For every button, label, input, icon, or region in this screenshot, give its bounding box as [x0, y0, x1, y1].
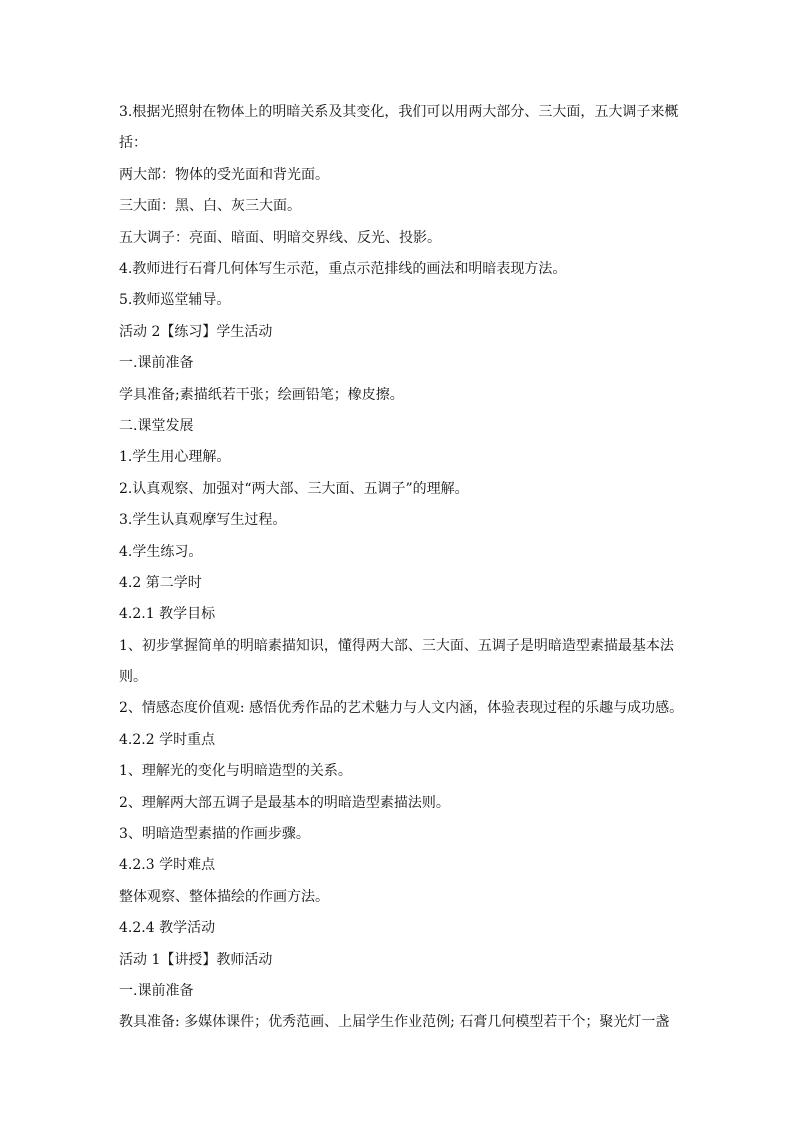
paragraph-teaching-materials: 教具准备: 多媒体课件；优秀范画、上届学生作业范例; 石膏几何模型若干个；聚光灯一盏 [119, 1014, 670, 1031]
heading-difficulties: 4.2.3 学时难点 [119, 857, 216, 874]
paragraph-goal-2: 2、情感态度价值观: 感悟优秀作品的艺术魅力与人文内涵，体验表现过程的乐趣与成功感。 [119, 700, 684, 717]
document-body [119, 97, 684, 1039]
heading-preparation-2: 一.课前准备 [119, 983, 194, 999]
heading-activity-2: 活动 2【练习】学生活动 [119, 323, 273, 340]
paragraph-student-materials: 学具准备;素描纸若干张；绘画铅笔；橡皮擦。 [119, 386, 404, 403]
paragraph-goal-1: 1、初步掌握简单的明暗素描知识，懂得两大部、三大面、五调子是明暗造型素描最基本法则。 [119, 637, 674, 686]
heading-teaching-activities: 4.2.4 教学活动 [119, 920, 216, 937]
heading-key-points: 4.2.2 学时重点 [119, 731, 216, 748]
paragraph-student-4: 4.学生练习。 [119, 543, 203, 560]
heading-class-development: 二.课堂发展 [119, 417, 194, 434]
paragraph-key-1: 1、理解光的变化与明暗造型的关系。 [119, 763, 352, 780]
paragraph-five-tones: 五大调子：亮面、暗面、明暗交界线、反光、投影。 [119, 229, 441, 246]
heading-second-period: 4.2 第二学时 [119, 574, 202, 591]
paragraph-light-summary: 3.根据光照射在物体上的明暗关系及其变化，我们可以用两大部分、三大面，五大调子来概括： [119, 104, 679, 152]
heading-teaching-goals: 4.2.1 教学目标 [119, 606, 216, 623]
paragraph-two-parts: 两大部：物体的受光面和背光面。 [119, 166, 329, 183]
heading-activity-1: 活动 1【讲授】教师活动 [119, 951, 273, 968]
paragraph-student-2: 2.认真观察、加强对“两大部、三大面、五调子”的理解。 [119, 480, 469, 497]
paragraph-student-3: 3.学生认真观摩写生过程。 [119, 512, 287, 529]
paragraph-three-faces: 三大面：黑、白、灰三大面。 [119, 198, 301, 215]
heading-preparation: 一.课前准备 [119, 355, 194, 372]
paragraph-teacher-demo: 4.教师进行石膏几何体写生示范，重点示范排线的画法和明暗表现方法。 [119, 260, 567, 277]
paragraph-difficulty: 整体观察、整体描绘的作画方法。 [119, 888, 329, 905]
paragraph-teacher-guidance: 5.教师巡堂辅导。 [119, 292, 231, 309]
paragraph-student-1: 1.学生用心理解。 [119, 449, 231, 466]
paragraph-key-3: 3、明暗造型素描的作画步骤。 [119, 826, 310, 843]
paragraph-key-2: 2、理解两大部五调子是最基本的明暗造型素描法则。 [119, 794, 450, 811]
